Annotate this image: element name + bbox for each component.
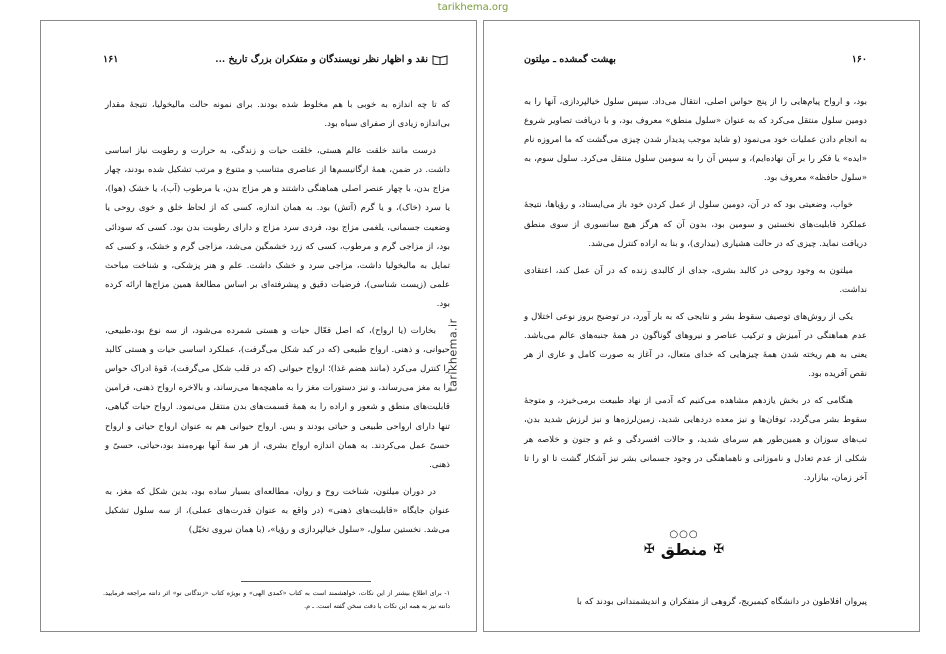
site-watermark-top[interactable]: tarikhema.org bbox=[437, 2, 509, 13]
right-paragraph-2: خواب، وضعیتی بود که در آن، دومین سلول از عمل کردن خود باز می‌ایستاد، و رؤیاها، نتیجهٔ عملکرد قابلیت‌های نخستین و سومین بود، بدون آن که هرگز هیچ سانسوری از سوی منطق دریافت نماید. چیزی که در حالت هشیاری (بیداری)، و بنا به اراده کنترل می‌شد. bbox=[524, 200, 867, 249]
left-page-body bbox=[105, 96, 450, 548]
right-page-body bbox=[524, 93, 867, 496]
cross-icon: ✠ bbox=[713, 542, 725, 557]
right-paragraph-5: هنگامی که در بخش یازدهم مشاهده می‌کنیم که آدمی از نهاد طبیعت برمی‌خیزد، و متوجهٔ سقوط بشر می‌گردد، توفان‌ها و نیز معده دردهایی شدید، زمین‌لرزه‌ها و نیز لرزش شدید بدن، تب‌های سوزان و همین‌طور هم سرمای شدید، و حالات افسردگی و غم و جنون و خلاصه هر شکلی از عدم تعادل و ناموزانی و ناهماهنگی در وجود جسمانی بشر نیز آشکار گشت تا او را تا آخر زمان، بیازارد. bbox=[524, 396, 867, 483]
right-paragraph-1: بود، و ارواح پیام‌هایی را از پنج حواس اصلی، انتقال می‌داد. سپس سلول خیالپردازی، آنها را به دومین سلول منتقل می‌کرد که به عنوان «سلول منطق» معروف بود، و با دریافت تصاویر شروع به انجام دادن عملیات خود می‌نمود (و شاید موجب پدیدار شدن چیزی می‌گشت که ما امروزه نام «ایده» یا فکر را بر آن نهاده‌ایم)، و سپس آن را به سومین سلول منتقل می‌کرد. سلول سوم، به «سلول حافظه» معروف بود. bbox=[524, 97, 867, 184]
ornament-logo-row bbox=[644, 540, 724, 559]
ornament-word: منطق bbox=[660, 540, 708, 559]
left-paragraph-2: درست مانند خلقت عالم هستی، خلقت حیات و زندگی، به حرارت و رطوبت نیاز اساسی داشت. در ضمن، همهٔ ارگانیسم‌ها از عناصری متناسب و متنوع و مرتب تشکیل شده بودند، چهار مزاج بدن، با چهار عنصر اصلی هماهنگی داشتند و هر مزاج بدن، یا مرطوب (آب)، یا خشک (هوا)، یا سرد (خاک)، و یا گرم (آتش) بود. به همان اندازه، کسی که از لحاظ خلق و خوی روحی یا وضعیت جسمانی، یلغمی مزاج بود، فردی سرد مزاج و دارای رطوبت بدن بود. کسی که سودائی بود، از مزاجی گرم و مرطوب، کسی که زرد خشمگین می‌شد، مزاجی گرم و خشک، و کسی که تمایل به مالیخولیا داشت، مزاجی سرد و خشک داشت. علم و هنر پزشکی، و شناخت مباحث علمی (زیست شناسی)، فرضیات دقیق و پیشرفته‌ای بر اساس مطالعهٔ همین مزاج‌ها ارائه کرده بود. bbox=[105, 146, 450, 309]
left-page-header bbox=[103, 54, 448, 65]
book-icon bbox=[432, 54, 448, 65]
right-paragraph-4: یکی از روش‌های توصیف سقوط بشر و نتایجی که به بار آورد، در توضیح بروز نوعی اختلال و عدم هماهنگی در آمیزش و ترکیب عناصر و نیروهای گوناگون در همهٔ جنبه‌های عالم می‌باشد. یعنی به هم ریخته شدن همهٔ چیزهایی که خدای متعال، در آغاز به صورت کامل و عاری از هر نقص آفریده بود. bbox=[524, 311, 867, 380]
left-footnote: ۱- برای اطلاع بیشتر از این نکات، خواهشمند است به کتاب «کمدی الهی» و بویژه کتاب «زندگانی نو» اثر دانته مراجعه فرمایید. دانته نیز به همه این نکات با دقت سخن گفته است. ـ م. bbox=[103, 589, 450, 610]
left-page-number: ۱۶۱ bbox=[103, 54, 119, 65]
site-watermark-side[interactable]: tarikhema.ir bbox=[446, 318, 460, 392]
ornament-stars: ○○○ bbox=[669, 529, 699, 540]
left-paragraph-1: که تا چه اندازه به خوبی با هم مخلوط شده بودند. برای نمونه حالت مالیخولیا، نتیجهٔ مقدار بی‌اندازه زیادی از صفرای سیاه بود. bbox=[105, 100, 450, 130]
section-ornament bbox=[644, 529, 724, 559]
left-header-title-group bbox=[215, 54, 448, 65]
left-paragraph-4: در دوران میلتون، شناخت روح و روان، مطالعه‌ای بسیار ساده بود، بدین شکل که مغز، به عنوان جایگاه «قابلیت‌های ذهنی» (در واقع به عنوان قدرت‌های عملی)، از سه سلول تشکیل می‌شد. نخستین سلول، «سلول خیالپردازی و رؤیا»، (با همان نیروی تخیّل) bbox=[105, 486, 450, 535]
footnote-divider bbox=[241, 581, 371, 582]
right-page bbox=[483, 20, 920, 632]
left-header-title: نقد و اظهار نظر نویسندگان و متفکران بزرگ تاریخ ... bbox=[215, 54, 428, 65]
right-paragraph-3: میلتون به وجود روحی در کالبد بشری، جدای از کالبدی زنده که در آن عمل کند، اعتقادی نداشت. bbox=[524, 265, 867, 295]
left-paragraph-3: بخارات (یا ارواح)، که اصل فعّال حیات و هستی شمرده می‌شود، از سه نوع بود،طبیعی، حیوانی، و ذهنی. ارواح طبیعی (که در کبد شکل می‌گرفت)، عملکرد اساسی حیات و هستی کالبد را کنترل می‌کرد (مانند هضم غذا)؛ ارواح حیوانی (که در قلب شکل می‌گرفت)، قوهٔ ادراک حواس را به مغز می‌رساند، و نیز دستورات مغز را به ماهیچه‌ها می‌رساند، و بالاخره ارواح ذهنی، فرامین قابلیت‌های منطق و شعور و اراده را به همهٔ قسمت‌های بدن منتقل می‌نمود. ارواح حیات گیاهی، تنها دارای ارواحی طبیعی و حیاتی بودند و بس. ارواح حیوانی هم به عنوان ارواح حیاتی و ارواح حسیّ عمل می‌کردند. به همان اندازه ارواح بشری، از هر سهٔ آنها بهره‌مند بود،حیاتی، حسیّ و ذهنی. bbox=[105, 326, 450, 470]
right-page-header bbox=[524, 54, 867, 65]
left-page bbox=[40, 20, 477, 632]
cross-icon: ✠ bbox=[643, 542, 655, 557]
right-page-number: ۱۶۰ bbox=[851, 54, 867, 65]
right-header-title: بهشت گمشده ـ میلتون bbox=[524, 54, 616, 65]
right-last-line: پیروان افلاطون در دانشگاه کیمبریج، گروهی از متفکران و اندیشمندانی بودند که با bbox=[576, 597, 867, 607]
